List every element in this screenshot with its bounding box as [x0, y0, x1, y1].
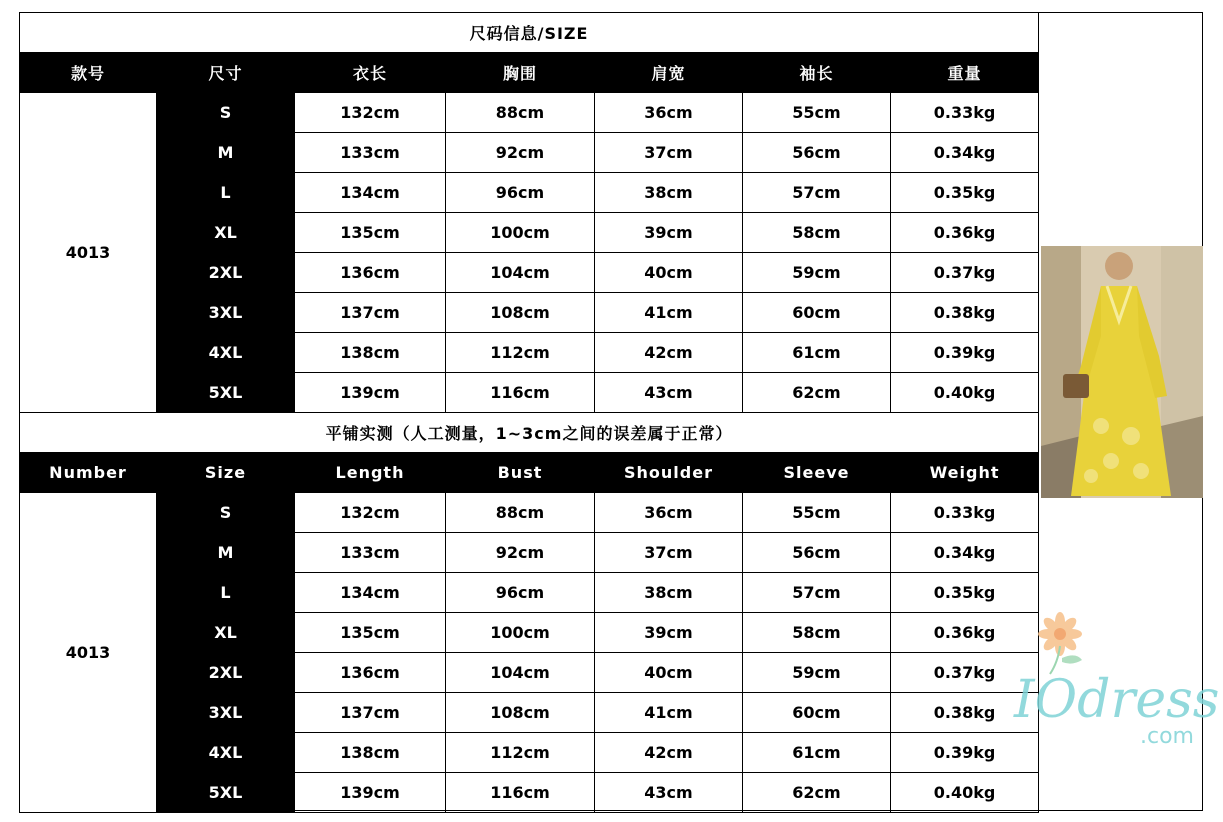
column-header: Bust — [446, 453, 595, 493]
measurement-cell: 137cm — [295, 293, 446, 333]
measurement-cell: 108cm — [446, 693, 595, 733]
table-title: 平铺实测（人工测量，1~3cm之间的误差属于正常） — [20, 413, 1039, 453]
measurement-cell: 0.35kg — [891, 173, 1039, 213]
measurement-cell: 135cm — [295, 613, 446, 653]
measurement-cell: 96cm — [446, 173, 595, 213]
table-row — [20, 253, 1039, 293]
measurement-cell: 132cm — [295, 493, 446, 533]
measurement-cell: 41cm — [595, 693, 743, 733]
measurement-cell: 116cm — [446, 773, 595, 813]
table-row — [20, 373, 1039, 413]
measurement-cell: 0.36kg — [891, 613, 1039, 653]
measurement-cell: 61cm — [743, 333, 891, 373]
table-title-row — [20, 413, 1039, 453]
measurement-cell: 59cm — [743, 253, 891, 293]
measurement-cell: 139cm — [295, 773, 446, 813]
column-header: Weight — [891, 453, 1039, 493]
measurement-cell: 0.39kg — [891, 733, 1039, 773]
table-row — [20, 93, 1039, 133]
size-label-cell: 5XL — [157, 373, 295, 413]
table-title-row — [20, 13, 1039, 53]
measurement-cell: 0.37kg — [891, 253, 1039, 293]
measurement-cell: 37cm — [595, 133, 743, 173]
measurement-cell: 0.38kg — [891, 693, 1039, 733]
measurement-cell: 42cm — [595, 733, 743, 773]
logo-domain: .com — [1140, 724, 1194, 749]
size-label-cell: 2XL — [157, 253, 295, 293]
style-number-cell: 4013 — [20, 93, 157, 413]
column-header: 重量 — [891, 53, 1039, 93]
column-header: Sleeve — [743, 453, 891, 493]
measurement-cell: 38cm — [595, 173, 743, 213]
style-number-cell: 4013 — [20, 493, 157, 813]
size-label-cell: 3XL — [157, 693, 295, 733]
table-row — [20, 333, 1039, 373]
measurement-cell: 43cm — [595, 373, 743, 413]
measurement-cell: 136cm — [295, 253, 446, 293]
watermark-logo — [1010, 612, 1220, 752]
measurement-cell: 0.35kg — [891, 573, 1039, 613]
measurement-cell: 61cm — [743, 733, 891, 773]
table-row — [20, 173, 1039, 213]
column-header: 尺寸 — [157, 53, 295, 93]
measurement-cell: 0.36kg — [891, 213, 1039, 253]
measurement-cell: 0.33kg — [891, 493, 1039, 533]
measurement-cell: 88cm — [446, 493, 595, 533]
measurement-cell: 60cm — [743, 693, 891, 733]
size-label-cell: 4XL — [157, 333, 295, 373]
table-row — [20, 733, 1039, 773]
yellow-dress-image — [1041, 246, 1203, 498]
measurement-cell: 59cm — [743, 653, 891, 693]
measurement-cell: 134cm — [295, 573, 446, 613]
logo-text — [1014, 670, 1220, 730]
measurement-cell: 0.39kg — [891, 333, 1039, 373]
table-row — [20, 133, 1039, 173]
measurement-cell: 112cm — [446, 333, 595, 373]
size-label-cell: S — [157, 493, 295, 533]
table-header-row — [20, 453, 1039, 493]
column-header: 款号 — [20, 53, 157, 93]
measurement-cell: 42cm — [595, 333, 743, 373]
table-title: 尺码信息/SIZE — [20, 13, 1039, 53]
measurement-cell: 0.40kg — [891, 773, 1039, 813]
column-header: 胸围 — [446, 53, 595, 93]
size-table-english — [19, 412, 1039, 813]
table-row — [20, 573, 1039, 613]
table-row — [20, 773, 1039, 813]
measurement-cell: 100cm — [446, 213, 595, 253]
measurement-cell: 55cm — [743, 93, 891, 133]
measurement-cell: 60cm — [743, 293, 891, 333]
table-row — [20, 653, 1039, 693]
size-label-cell: L — [157, 173, 295, 213]
table-row — [20, 213, 1039, 253]
measurement-cell: 133cm — [295, 533, 446, 573]
measurement-cell: 88cm — [446, 93, 595, 133]
size-label-cell: 4XL — [157, 733, 295, 773]
size-label-cell: 3XL — [157, 293, 295, 333]
size-label-cell: 2XL — [157, 653, 295, 693]
measurement-cell: 56cm — [743, 533, 891, 573]
measurement-cell: 104cm — [446, 653, 595, 693]
column-header: Shoulder — [595, 453, 743, 493]
measurement-cell: 62cm — [743, 773, 891, 813]
column-header: Size — [157, 453, 295, 493]
measurement-cell: 57cm — [743, 573, 891, 613]
measurement-cell: 39cm — [595, 213, 743, 253]
measurement-cell: 37cm — [595, 533, 743, 573]
size-table-chinese — [19, 12, 1039, 413]
column-header: 肩宽 — [595, 53, 743, 93]
measurement-cell: 0.38kg — [891, 293, 1039, 333]
product-photo — [1041, 246, 1203, 498]
size-label-cell: L — [157, 573, 295, 613]
measurement-cell: 134cm — [295, 173, 446, 213]
measurement-cell: 0.34kg — [891, 533, 1039, 573]
table-row — [20, 493, 1039, 533]
measurement-cell: 92cm — [446, 133, 595, 173]
column-header: 衣长 — [295, 53, 446, 93]
measurement-cell: 41cm — [595, 293, 743, 333]
measurement-cell: 36cm — [595, 493, 743, 533]
column-header: Length — [295, 453, 446, 493]
measurement-cell: 36cm — [595, 93, 743, 133]
measurement-cell: 112cm — [446, 733, 595, 773]
measurement-cell: 38cm — [595, 573, 743, 613]
measurement-cell: 0.40kg — [891, 373, 1039, 413]
table-row — [20, 693, 1039, 733]
measurement-cell: 39cm — [595, 613, 743, 653]
measurement-cell: 92cm — [446, 533, 595, 573]
size-label-cell: M — [157, 133, 295, 173]
measurement-cell: 138cm — [295, 333, 446, 373]
logo-brand: IOdress — [1014, 670, 1220, 730]
size-label-cell: XL — [157, 213, 295, 253]
measurement-cell: 0.34kg — [891, 133, 1039, 173]
table-row — [20, 613, 1039, 653]
size-label-cell: S — [157, 93, 295, 133]
measurement-cell: 136cm — [295, 653, 446, 693]
measurement-cell: 0.33kg — [891, 93, 1039, 133]
measurement-cell: 40cm — [595, 253, 743, 293]
measurement-cell: 0.37kg — [891, 653, 1039, 693]
measurement-cell: 132cm — [295, 93, 446, 133]
measurement-cell: 139cm — [295, 373, 446, 413]
table-row — [20, 533, 1039, 573]
measurement-cell: 137cm — [295, 693, 446, 733]
measurement-cell: 56cm — [743, 133, 891, 173]
measurement-cell: 96cm — [446, 573, 595, 613]
measurement-cell: 58cm — [743, 213, 891, 253]
size-label-cell: M — [157, 533, 295, 573]
measurement-cell: 58cm — [743, 613, 891, 653]
measurement-cell: 55cm — [743, 493, 891, 533]
table-row — [20, 293, 1039, 333]
measurement-cell: 138cm — [295, 733, 446, 773]
measurement-cell: 43cm — [595, 773, 743, 813]
measurement-cell: 104cm — [446, 253, 595, 293]
table-header-row — [20, 53, 1039, 93]
size-label-cell: 5XL — [157, 773, 295, 813]
column-header: Number — [20, 453, 157, 493]
measurement-cell: 40cm — [595, 653, 743, 693]
measurement-cell: 135cm — [295, 213, 446, 253]
measurement-cell: 62cm — [743, 373, 891, 413]
measurement-cell: 57cm — [743, 173, 891, 213]
column-header: 袖长 — [743, 53, 891, 93]
size-label-cell: XL — [157, 613, 295, 653]
measurement-cell: 108cm — [446, 293, 595, 333]
measurement-cell: 116cm — [446, 373, 595, 413]
measurement-cell: 100cm — [446, 613, 595, 653]
measurement-cell: 133cm — [295, 133, 446, 173]
